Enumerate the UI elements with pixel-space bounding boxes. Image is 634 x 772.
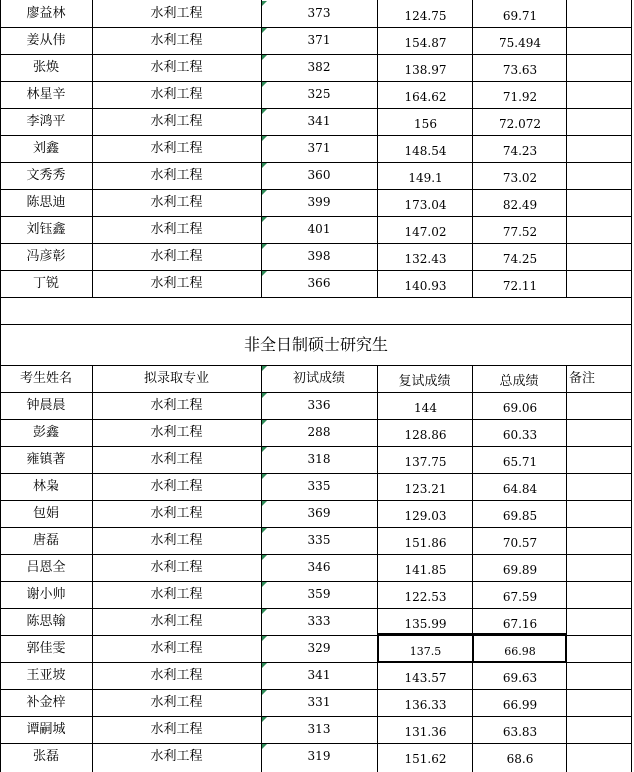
cell-prelim[interactable]: 399 [307, 195, 331, 209]
row-border [0, 81, 632, 82]
column-border [261, 0, 262, 297]
cell-name[interactable]: 郭佳雯 [26, 641, 66, 656]
cell-name[interactable]: 唐磊 [32, 533, 59, 548]
number-as-text-indicator-icon [262, 609, 267, 614]
cell-prelim[interactable]: 318 [307, 452, 331, 466]
cell-retest[interactable]: 132.43 [404, 252, 447, 266]
row-border [0, 689, 632, 690]
cell-note[interactable] [566, 419, 632, 446]
column-border [566, 0, 567, 297]
cell-total[interactable]: 64.84 [502, 482, 538, 496]
cell-prelim[interactable]: 398 [307, 249, 331, 263]
cell-total[interactable]: 68.6 [506, 752, 534, 766]
row-border [0, 608, 632, 609]
number-as-text-indicator-icon [262, 217, 267, 222]
cell-major[interactable]: 水利工程 [150, 249, 203, 264]
number-as-text-indicator-icon [262, 393, 267, 398]
cell-total[interactable]: 66.99 [502, 698, 538, 712]
row-border [0, 243, 632, 244]
cell-name[interactable]: 刘鑫 [32, 141, 59, 156]
cell-major[interactable]: 水利工程 [150, 722, 203, 737]
cell-retest[interactable]: 151.86 [404, 536, 447, 550]
cell-total[interactable]: 72.072 [499, 117, 541, 131]
cell-retest[interactable]: 138.97 [404, 63, 447, 77]
number-as-text-indicator-icon [262, 690, 267, 695]
cell-major[interactable]: 水利工程 [150, 87, 203, 102]
cell-prelim[interactable]: 288 [307, 425, 331, 439]
cell-prelim[interactable]: 369 [307, 506, 331, 520]
cell-major[interactable]: 水利工程 [150, 195, 203, 210]
cell-name[interactable]: 吕恩全 [26, 560, 66, 575]
cell-name[interactable]: 王亚坡 [26, 668, 66, 683]
cell-total[interactable]: 69.85 [502, 509, 538, 523]
number-as-text-indicator-icon [262, 636, 267, 641]
number-as-text-indicator-icon [262, 271, 267, 276]
cell-note[interactable] [566, 392, 632, 419]
cell-prelim[interactable]: 333 [307, 614, 331, 628]
cell-prelim[interactable]: 331 [307, 695, 331, 709]
cell-major[interactable]: 水利工程 [150, 614, 203, 629]
column-border [261, 365, 262, 772]
cell-total[interactable]: 74.25 [502, 252, 538, 266]
header-major: 拟录取专业 [143, 371, 209, 386]
cell-name[interactable]: 林星辛 [26, 87, 66, 102]
column-border [0, 324, 1, 365]
number-as-text-indicator-icon [262, 55, 267, 60]
column-border [92, 0, 93, 297]
row-border [0, 500, 632, 501]
column-border [472, 365, 473, 772]
cell-total[interactable]: 67.59 [502, 590, 538, 604]
cell-note[interactable] [566, 689, 632, 716]
cell-prelim[interactable]: 346 [307, 560, 331, 574]
row-border [0, 270, 632, 271]
cell-name[interactable]: 文秀秀 [26, 168, 66, 183]
cell-major[interactable]: 水利工程 [150, 506, 203, 521]
row-border [0, 324, 632, 325]
cell-total[interactable]: 66.98 [504, 645, 536, 658]
cell-total[interactable]: 69.63 [502, 671, 538, 685]
column-border [92, 365, 93, 772]
cell-retest[interactable]: 143.57 [404, 671, 447, 685]
cell-retest[interactable]: 141.85 [404, 563, 447, 577]
cell-major[interactable]: 水利工程 [150, 695, 203, 710]
cell-note[interactable] [566, 243, 632, 270]
cell-total[interactable]: 75.494 [499, 36, 541, 50]
cell-retest[interactable]: 149.1 [408, 171, 443, 185]
cell-major[interactable]: 水利工程 [150, 60, 203, 75]
cell-name[interactable]: 丁锐 [32, 276, 59, 291]
row-border [0, 419, 632, 420]
cell-name[interactable]: 陈思翰 [26, 614, 66, 629]
cell-name[interactable]: 刘钰鑫 [26, 222, 66, 237]
cell-prelim[interactable]: 401 [307, 222, 331, 236]
number-as-text-indicator-icon [262, 1, 267, 6]
column-border [0, 365, 1, 772]
number-as-text-indicator-icon [262, 82, 267, 87]
cell-total[interactable]: 69.71 [502, 9, 538, 23]
cell-retest[interactable]: 147.02 [404, 225, 447, 239]
cell-retest[interactable]: 135.99 [404, 617, 447, 631]
row-border [0, 135, 632, 136]
cell-total[interactable]: 65.71 [502, 455, 538, 469]
number-as-text-indicator-icon [262, 190, 267, 195]
cell-name[interactable]: 彭鑫 [32, 425, 59, 440]
number-as-text-indicator-icon [262, 136, 267, 141]
header-retest: 复试成绩 [398, 374, 451, 389]
column-border [472, 0, 473, 297]
cell-note[interactable] [566, 473, 632, 500]
column-border [377, 0, 378, 297]
cell-note[interactable] [566, 581, 632, 608]
number-as-text-indicator-icon [262, 244, 267, 249]
cell-major[interactable]: 水利工程 [150, 452, 203, 467]
cell-retest[interactable]: 137.75 [404, 455, 447, 469]
cell-note[interactable] [566, 27, 632, 54]
number-as-text-indicator-icon [262, 744, 267, 749]
cell-prelim[interactable]: 366 [307, 276, 331, 290]
cell-note[interactable] [566, 135, 632, 162]
cell-selection-divider [472, 633, 474, 663]
cell-retest[interactable]: 140.93 [404, 279, 447, 293]
row-border [0, 446, 632, 447]
cell-major[interactable]: 水利工程 [150, 33, 203, 48]
cell-note[interactable] [566, 0, 632, 27]
cell-note[interactable] [566, 662, 632, 689]
column-border [631, 297, 632, 324]
number-as-text-indicator-icon [262, 420, 267, 425]
cell-name[interactable]: 包娟 [32, 506, 59, 521]
number-as-text-indicator-icon [262, 501, 267, 506]
cell-note[interactable] [566, 527, 632, 554]
cell-prelim[interactable]: 319 [307, 749, 331, 763]
cell-total[interactable]: 60.33 [502, 428, 538, 442]
cell-name[interactable]: 补金梓 [26, 695, 66, 710]
column-border [377, 365, 378, 772]
cell-retest[interactable]: 144 [414, 401, 437, 415]
cell-major[interactable]: 水利工程 [150, 587, 203, 602]
header-note: 备注 [569, 371, 596, 386]
cell-total[interactable]: 72.11 [502, 279, 538, 293]
number-as-text-indicator-icon [262, 555, 267, 560]
cell-total[interactable]: 69.06 [502, 401, 538, 415]
cell-retest[interactable]: 124.75 [404, 9, 447, 23]
number-as-text-indicator-icon [262, 28, 267, 33]
cell-retest[interactable]: 136.33 [404, 698, 447, 712]
cell-retest[interactable]: 129.03 [404, 509, 447, 523]
cell-note[interactable] [566, 608, 632, 635]
cell-retest[interactable]: 173.04 [404, 198, 447, 212]
row-border [0, 581, 632, 582]
cell-total[interactable]: 74.23 [502, 144, 538, 158]
row-border [0, 473, 632, 474]
cell-major[interactable]: 水利工程 [150, 114, 203, 129]
cell-total[interactable]: 63.83 [502, 725, 538, 739]
cell-note[interactable] [566, 162, 632, 189]
header-total: 总成绩 [499, 374, 539, 389]
number-as-text-indicator-icon [262, 447, 267, 452]
cell-retest[interactable]: 128.86 [404, 428, 447, 442]
cell-note[interactable] [566, 500, 632, 527]
column-border [631, 365, 632, 772]
cell-total[interactable]: 77.52 [502, 225, 538, 239]
header-name: 考生姓名 [19, 371, 72, 386]
cell-major[interactable]: 水利工程 [150, 641, 203, 656]
cell-retest[interactable]: 131.36 [404, 725, 447, 739]
cell-prelim[interactable]: 371 [307, 33, 331, 47]
row-border [0, 54, 632, 55]
cell-name[interactable]: 姜从伟 [26, 33, 66, 48]
cell-note[interactable] [566, 216, 632, 243]
cell-name[interactable]: 廖益林 [26, 6, 66, 21]
row-border [0, 216, 632, 217]
row-border [0, 554, 632, 555]
cell-major[interactable]: 水利工程 [150, 749, 203, 764]
cell-retest[interactable]: 151.62 [404, 752, 447, 766]
cell-major[interactable]: 水利工程 [150, 222, 203, 237]
cell-major[interactable]: 水利工程 [150, 425, 203, 440]
cell-total[interactable]: 67.16 [502, 617, 538, 631]
row-border [0, 716, 632, 717]
cell-prelim[interactable]: 313 [307, 722, 331, 736]
cell-major[interactable]: 水利工程 [150, 168, 203, 183]
cell-note[interactable] [566, 743, 632, 770]
number-as-text-indicator-icon [262, 163, 267, 168]
cell-prelim[interactable]: 336 [307, 398, 331, 412]
cell-prelim[interactable]: 341 [307, 114, 331, 128]
cell-prelim[interactable]: 329 [307, 641, 331, 655]
number-as-text-indicator-icon [262, 474, 267, 479]
column-border [631, 0, 632, 297]
cell-prelim[interactable]: 371 [307, 141, 331, 155]
cell-major[interactable]: 水利工程 [150, 398, 203, 413]
cell-major[interactable]: 水利工程 [150, 6, 203, 21]
number-as-text-indicator-icon [262, 663, 267, 668]
row-border [0, 527, 632, 528]
cell-major[interactable]: 水利工程 [150, 560, 203, 575]
cell-prelim[interactable]: 359 [307, 587, 331, 601]
cell-prelim[interactable]: 341 [307, 668, 331, 682]
cell-major[interactable]: 水利工程 [150, 533, 203, 548]
cell-total[interactable]: 73.63 [502, 63, 538, 77]
column-border [566, 365, 567, 772]
cell-prelim[interactable]: 325 [307, 87, 331, 101]
cell-prelim[interactable]: 382 [307, 60, 331, 74]
cell-prelim[interactable]: 360 [307, 168, 331, 182]
header-prelim: 初试成绩 [292, 371, 345, 386]
cell-name[interactable]: 雍镇著 [26, 452, 66, 467]
column-border [0, 0, 1, 297]
row-border [0, 162, 632, 163]
number-as-text-indicator-icon [262, 528, 267, 533]
cell-total[interactable]: 73.02 [502, 171, 538, 185]
row-border [0, 297, 632, 298]
row-border [0, 108, 632, 109]
cell-note[interactable] [566, 54, 632, 81]
cell-name[interactable]: 钟晨晨 [26, 398, 66, 413]
cell-note[interactable] [566, 108, 632, 135]
cell-note[interactable] [566, 716, 632, 743]
cell-name[interactable]: 李鸿平 [26, 114, 66, 129]
cell-prelim[interactable]: 335 [307, 479, 331, 493]
cell-major[interactable]: 水利工程 [150, 668, 203, 683]
column-border [0, 297, 1, 324]
cell-name[interactable]: 张磊 [32, 749, 59, 764]
cell-name[interactable]: 张焕 [32, 60, 59, 75]
column-border [631, 324, 632, 365]
number-as-text-indicator-icon [262, 582, 267, 587]
row-border [0, 189, 632, 190]
number-as-text-indicator-icon [262, 366, 267, 371]
cell-total[interactable]: 71.92 [502, 90, 538, 104]
cell-prelim[interactable]: 335 [307, 533, 331, 547]
cell-retest[interactable]: 123.21 [404, 482, 447, 496]
cell-retest[interactable]: 164.62 [404, 90, 447, 104]
cell-note[interactable] [566, 189, 632, 216]
cell-note[interactable] [566, 81, 632, 108]
cell-major[interactable]: 水利工程 [150, 479, 203, 494]
cell-name[interactable]: 冯彦彰 [26, 249, 66, 264]
cell-name[interactable]: 谭嗣城 [26, 722, 66, 737]
cell-name[interactable]: 陈思迪 [26, 195, 66, 210]
cell-note[interactable] [566, 635, 632, 662]
row-border [0, 743, 632, 744]
number-as-text-indicator-icon [262, 109, 267, 114]
cell-note[interactable] [566, 270, 632, 297]
cell-total[interactable]: 82.49 [502, 198, 538, 212]
section-title: 非全日制硕士研究生 [243, 335, 388, 354]
cell-major[interactable]: 水利工程 [150, 276, 203, 291]
number-as-text-indicator-icon [262, 717, 267, 722]
cell-major[interactable]: 水利工程 [150, 141, 203, 156]
cell-prelim[interactable]: 373 [307, 6, 331, 20]
cell-name[interactable]: 林枭 [32, 479, 59, 494]
cell-total[interactable]: 69.89 [502, 563, 538, 577]
cell-note[interactable] [566, 446, 632, 473]
cell-note[interactable] [566, 554, 632, 581]
cell-retest[interactable]: 137.5 [409, 645, 442, 658]
cell-retest[interactable]: 122.53 [404, 590, 447, 604]
row-border [0, 27, 632, 28]
cell-retest[interactable]: 148.54 [404, 144, 447, 158]
cell-name[interactable]: 谢小帅 [26, 587, 66, 602]
cell-retest[interactable]: 156 [414, 117, 437, 131]
cell-total[interactable]: 70.57 [502, 536, 538, 550]
cell-retest[interactable]: 154.87 [404, 36, 447, 50]
